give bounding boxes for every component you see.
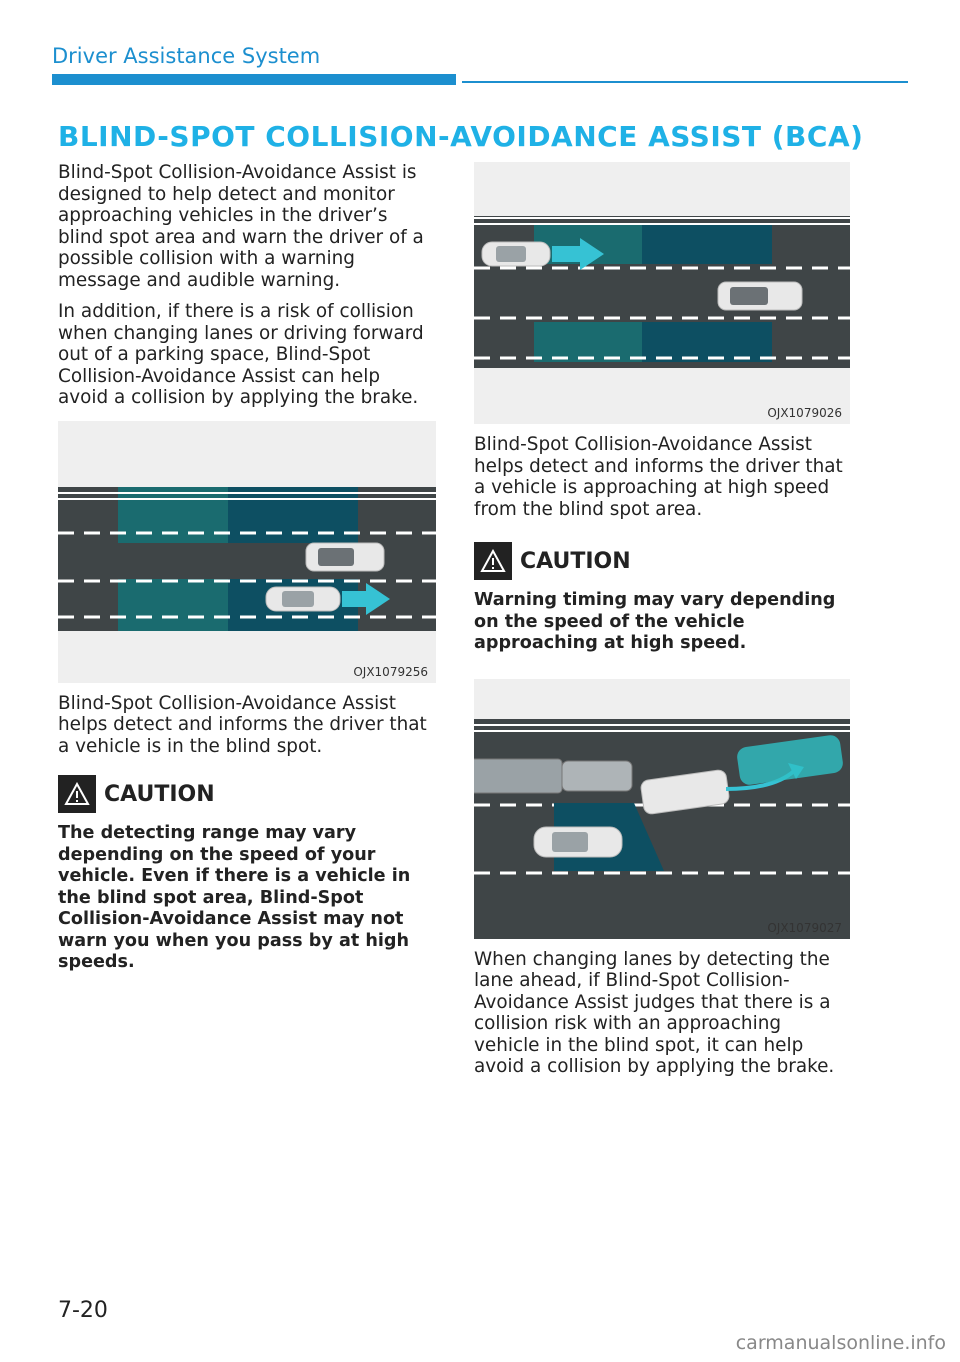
left-column	[58, 162, 436, 974]
intro-paragraph-2: In addition, if there is a risk of collision when changing lanes or driving forward out of a parking space, Blind-Spot Collision-Avoidance Assist can help avoid a collision by applying the brake.	[58, 301, 424, 408]
caution-heading	[58, 775, 436, 813]
suv-icon	[306, 543, 384, 571]
caution-label: CAUTION	[520, 548, 631, 574]
caution-text: The detecting range may vary depending on the speed of your vehicle. Even if there is a vehicle in the blind spot area, Blind-Spot Collision-Avoidance Assist may not warn you when you pass by at high speeds.	[58, 823, 411, 972]
road-diagram	[474, 162, 850, 424]
figure-code: OJX1079256	[353, 664, 428, 679]
road-diagram	[58, 421, 436, 683]
caution-text: Warning timing may vary depending on the speed of the vehicle approaching at high speed.	[474, 590, 836, 653]
truck-icon	[474, 759, 632, 793]
sedan-icon	[482, 242, 550, 266]
caution-label: CAUTION	[104, 781, 215, 807]
figure-code: OJX1079027	[767, 920, 842, 935]
figure-lane-change-brake	[474, 679, 850, 939]
watermark: carmanualsonline.info	[735, 1332, 946, 1354]
caption-2: Blind-Spot Collision-Avoidance Assist helps detect and informs the driver that a vehicle is approaching at high speed from the blind spot area.	[474, 434, 843, 520]
caption-3: When changing lanes by detecting the lane ahead, if Blind-Spot Collision-Avoidance Assist judges that there is a collision risk with an approaching vehicle in the blind spot, it can help avoid a collision by applying the brake.	[474, 948, 835, 1077]
chapter-title: Driver Assistance System	[52, 44, 321, 68]
section-title: BLIND-SPOT COLLISION-AVOIDANCE ASSIST (BCA)	[58, 120, 864, 153]
figure-high-speed-approach	[474, 162, 850, 424]
sedan-icon	[534, 827, 622, 857]
warning-triangle-icon	[58, 775, 96, 813]
page-number: 7-20	[58, 1298, 108, 1323]
suv-icon	[718, 282, 802, 310]
intro-paragraph-1: Blind-Spot Collision-Avoidance Assist is designed to help detect and monitor approaching vehicles in the driver’s blind spot area and warn the driver of a possible collision with a warning message and audible warning.	[58, 162, 424, 291]
header-rule	[462, 81, 908, 83]
figure-blind-spot-vehicle	[58, 421, 436, 683]
road-diagram	[474, 679, 850, 939]
right-column	[474, 162, 852, 1088]
figure-code: OJX1079026	[767, 406, 842, 420]
caution-heading	[474, 542, 852, 580]
caption-1: Blind-Spot Collision-Avoidance Assist helps detect and informs the driver that a vehicle is in the blind spot.	[58, 692, 427, 757]
warning-triangle-icon	[474, 542, 512, 580]
sedan-icon	[266, 587, 340, 611]
header-bar	[52, 74, 456, 85]
